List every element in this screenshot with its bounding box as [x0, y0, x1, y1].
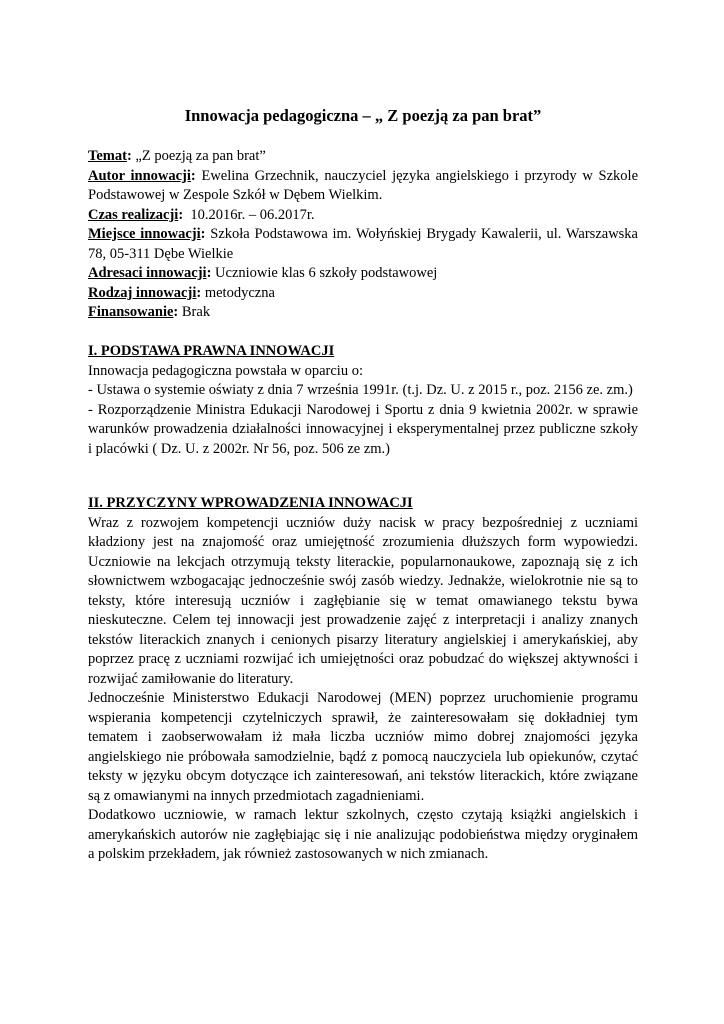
meta-audience: Adresaci innowacji: Uczniowie klas 6 szkoły podstawowej [88, 265, 438, 281]
list-item: - Rozporządzenie Ministra Edukacji Narodowej i Sportu z dnia 9 kwietnia 2002r. w sprawie warunków prowadzenia działalności innowacyjnej i eksperymentalnej przez publiczne szkoły i placówki ( Dz. U. z 2002r. Nr 56, poz. 506 ze zm.) [88, 401, 638, 457]
meta-place: Miejsce innowacji: Szkoła Podstawowa im. Wołyńskiej Brygady Kawalerii, ul. Warszawska 78, 05-311 Dębe Wielkie [88, 226, 638, 262]
section-heading: II. PRZYCZYNY WPROWADZENIA INNOWACJI [88, 495, 413, 511]
paragraph: Jednocześnie Ministerstwo Edukacji Narodowej (MEN) poprzez uruchomienie programu wspierania kompetencji czytelniczych sprawił, że zainteresowałam się dokładniej tym tematem i zaobserwowałam iż mała liczba uczniów mimo dobrej znajomości języka angielskiego nie próbowała samodzielnie, bądź z pomocą nauczyciela lub opiekunów, czytać teksty w języku obcym dotyczące ich zainteresowań, ani tekstów literackich, które związane są z omawianymi na innych przedmiotach zagadnieniami. [88, 690, 638, 804]
paragraph: Dodatkowo uczniowie, w ramach lektur szkolnych, często czytają książki angielskich i amerykańskich autorów nie zagłębiając się i nie analizując podobieństwa między oryginałem a polskim przekładem, jak również zastosowanych w nich zmianach. [88, 807, 638, 862]
meta-time: Czas realizacji: 10.2016r. – 06.2017r. [88, 206, 315, 223]
section-legal-basis [88, 342, 638, 459]
meta-label: Miejsce innowacji [88, 226, 201, 242]
meta-label: Finansowanie [88, 304, 174, 320]
meta-block [88, 147, 638, 323]
meta-value: Brak [181, 304, 211, 320]
section-reasons [88, 494, 638, 865]
section-intro: Innowacja pedagogiczna powstała w oparciu o: [88, 362, 363, 379]
meta-value: Uczniowie klas 6 szkoły podstawowej [215, 265, 438, 281]
meta-value: Ewelina Grzechnik, nauczyciel języka angielskiego i przyrody w Szkole Podstawowej w Zespole Szkół w Dębem Wielkim. [88, 167, 639, 203]
meta-funding: Finansowanie: Brak [88, 304, 211, 320]
meta-label: Adresaci innowacji [88, 265, 207, 281]
paragraph: Wraz z rozwojem kompetencji uczniów duży nacisk w pracy bezpośredniej z uczniami kładziony jest na znajomość oraz umiejętność zrozumienia dłuższych form wypowiedzi. Uczniowie na lekcjach otrzymują teksty literackie, popularnonaukowe, zapoznają się z ich słownictwem wzbogacając jednocześnie swój zasób wiedzy. Jednakże, wielokrotnie nie są to teksty, które interesują uczniów i zagłębianie się w temat omawianego tekstu bywa nieskuteczne. Celem tej innowacji jest prowadzenie zajęć z interpretacji i analizy znanych tekstów literackich znanych i cenionych pisarzy literatury angielskiej i amerykańskiej, aby poprzez pracę z uczniami rozwijać ich umiejętności oraz pobudzać do większej aktywności i rozwijać zamiłowanie do literatury. [88, 514, 638, 687]
meta-value: „Z poezją za pan brat” [135, 148, 266, 164]
document-title: Innowacja pedagogiczna – „ Z poezją za pan brat” [184, 106, 542, 125]
meta-value: metodyczna [204, 284, 275, 301]
meta-value: 10.2016r. – 06.2017r. [190, 206, 315, 223]
meta-label: Temat [88, 148, 127, 164]
meta-value: Szkoła Podstawowa im. Wołyńskiej Brygady Kawalerii, ul. Warszawska 78, 05-311 Dębe Wielkie [88, 226, 638, 262]
section-heading: I. PODSTAWA PRAWNA INNOWACJI [88, 343, 335, 359]
list-item: - Ustawa o systemie oświaty z dnia 7 września 1991r. (t.j. Dz. U. z 2015 r., poz. 2156 ze. zm.) [88, 382, 633, 398]
meta-label: Czas realizacji [88, 206, 179, 223]
meta-label: Rodzaj innowacji [88, 284, 197, 301]
meta-author: Autor innowacji: Ewelina Grzechnik, nauczyciel języka angielskiego i przyrody w Szkole Podstawowej w Zespole Szkół w Dębem Wielkim. [88, 167, 639, 203]
meta-type: Rodzaj innowacji: metodyczna [88, 284, 275, 301]
meta-label: Autor innowacji [88, 167, 191, 184]
meta-topic: Temat: „Z poezją za pan brat” [88, 148, 266, 164]
